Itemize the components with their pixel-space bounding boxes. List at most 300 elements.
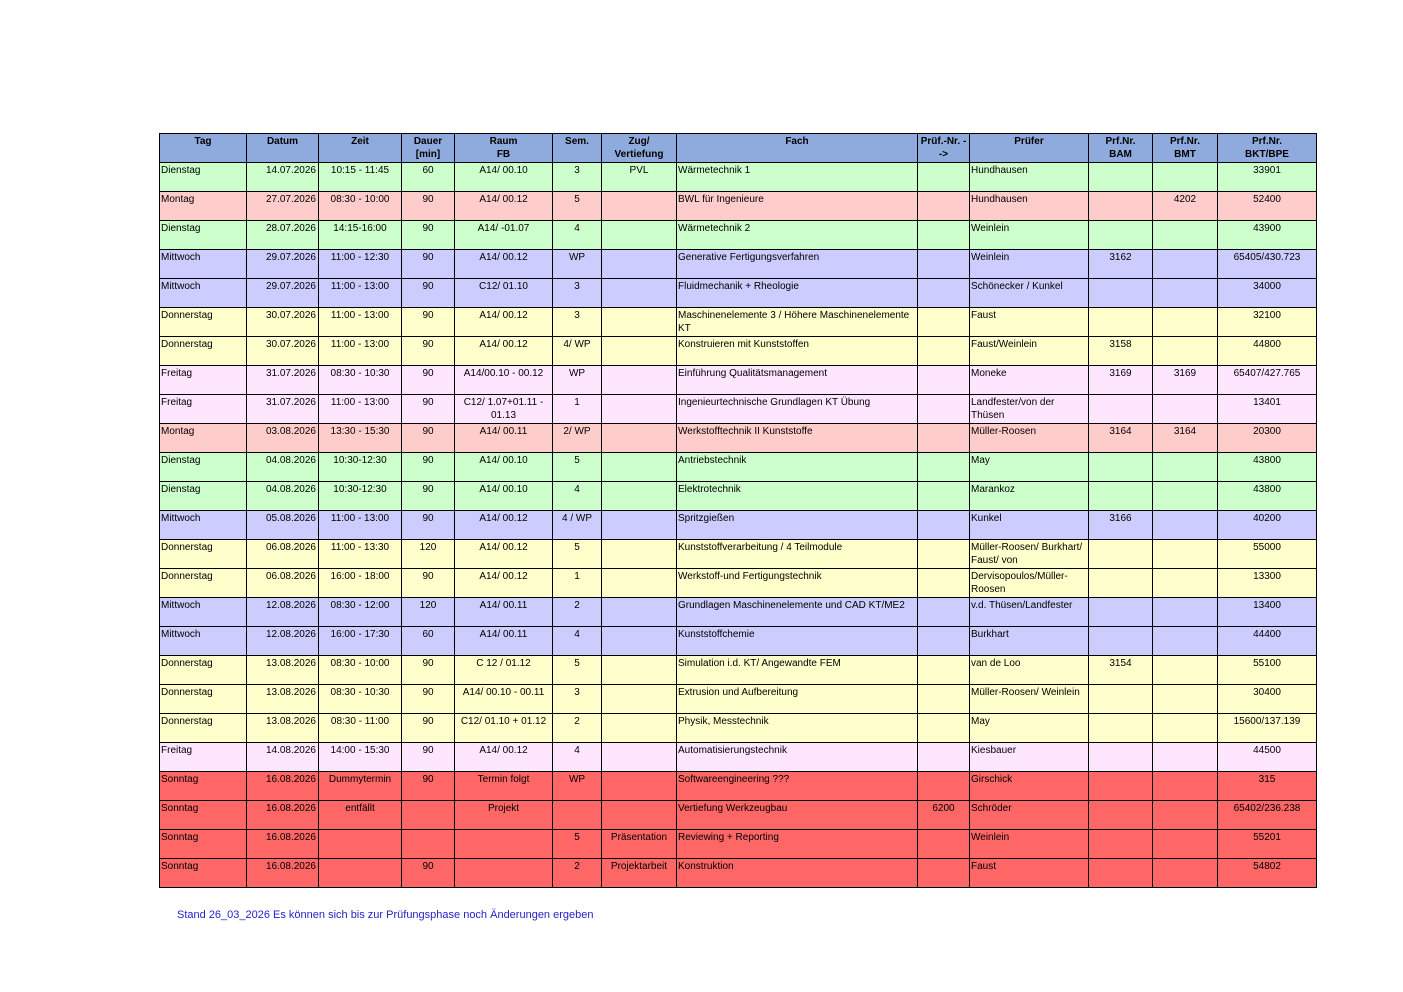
cell-bkt: 44400 [1218,627,1317,656]
cell-pnr [918,743,970,772]
cell-tag: Sonntag [160,772,247,801]
table-row [160,366,1317,395]
cell-bam [1089,685,1153,714]
cell-fach: Reviewing + Reporting [677,830,918,859]
cell-fach: Einführung Qualitätsmanagement [677,366,918,395]
cell-datum: 03.08.2026 [247,424,319,453]
cell-zeit: Dummytermin [319,772,402,801]
cell-bkt: 13300 [1218,569,1317,598]
cell-pnr: 6200 [918,801,970,830]
cell-dauer: 90 [402,656,455,685]
cell-dauer: 90 [402,743,455,772]
cell-datum: 16.08.2026 [247,859,319,888]
cell-raum [455,830,553,859]
cell-zug [602,337,677,366]
cell-zug [602,453,677,482]
cell-bmt [1153,830,1218,859]
cell-bam [1089,830,1153,859]
cell-pnr [918,279,970,308]
cell-datum: 16.08.2026 [247,801,319,830]
cell-zug: Präsentation [602,830,677,859]
cell-sem [553,801,602,830]
cell-pruefer: van de Loo [970,656,1089,685]
cell-sem: 4 [553,627,602,656]
cell-bkt: 20300 [1218,424,1317,453]
cell-bam [1089,482,1153,511]
cell-pruefer: May [970,714,1089,743]
cell-fach: Antriebstechnik [677,453,918,482]
cell-sem: 5 [553,192,602,221]
cell-pruefer: Kunkel [970,511,1089,540]
cell-pnr [918,511,970,540]
cell-pnr [918,192,970,221]
cell-bkt: 65405/430.723 [1218,250,1317,279]
col-fach-header: Fach [677,134,918,163]
cell-raum: A14/ 00.12 [455,743,553,772]
cell-pnr [918,163,970,192]
cell-bam: 3164 [1089,424,1153,453]
cell-raum: C 12 / 01.12 [455,656,553,685]
cell-sem: 3 [553,685,602,714]
cell-zeit: 11:00 - 12:30 [319,250,402,279]
cell-zeit [319,830,402,859]
cell-bkt: 55201 [1218,830,1317,859]
cell-bmt [1153,337,1218,366]
cell-pruefer: Weinlein [970,221,1089,250]
cell-sem: 4 [553,221,602,250]
cell-zug [602,772,677,801]
cell-zug [602,279,677,308]
cell-dauer: 90 [402,453,455,482]
cell-bam: 3166 [1089,511,1153,540]
cell-raum: A14/00.10 - 00.12 [455,366,553,395]
cell-tag: Donnerstag [160,337,247,366]
cell-tag: Mittwoch [160,511,247,540]
cell-datum: 13.08.2026 [247,714,319,743]
cell-zug [602,395,677,424]
cell-bam [1089,453,1153,482]
cell-fach: BWL für Ingenieure [677,192,918,221]
cell-zeit: 11:00 - 13:00 [319,308,402,337]
cell-sem: 2/ WP [553,424,602,453]
cell-bmt [1153,743,1218,772]
cell-fach: Automatisierungstechnik [677,743,918,772]
cell-zeit: 11:00 - 13:00 [319,395,402,424]
cell-zeit: 08:30 - 10:00 [319,192,402,221]
table-row [160,801,1317,830]
cell-fach: Kunststoffchemie [677,627,918,656]
cell-zug [602,192,677,221]
cell-bkt: 34000 [1218,279,1317,308]
col-datum-header: Datum [247,134,319,163]
cell-bam [1089,163,1153,192]
cell-zug [602,656,677,685]
cell-pruefer: Weinlein [970,250,1089,279]
cell-dauer: 90 [402,192,455,221]
cell-tag: Freitag [160,366,247,395]
cell-bkt: 55000 [1218,540,1317,569]
cell-zeit: 08:30 - 10:30 [319,366,402,395]
cell-tag: Montag [160,192,247,221]
cell-zeit: 08:30 - 11:00 [319,714,402,743]
cell-bam [1089,540,1153,569]
cell-sem: 3 [553,279,602,308]
status-note: Stand 26_03_2026 Es können sich bis zur Prüfungsphase noch Änderungen ergeben [177,909,594,921]
cell-fach: Simulation i.d. KT/ Angewandte FEM [677,656,918,685]
table-row [160,192,1317,221]
cell-sem: 2 [553,859,602,888]
cell-tag: Mittwoch [160,279,247,308]
cell-bkt: 43900 [1218,221,1317,250]
cell-pruefer: Weinlein [970,830,1089,859]
table-row [160,250,1317,279]
cell-sem: 5 [553,540,602,569]
cell-tag: Donnerstag [160,656,247,685]
cell-pruefer: Moneke [970,366,1089,395]
cell-bkt: 65407/427.765 [1218,366,1317,395]
cell-bam [1089,279,1153,308]
table-row [160,830,1317,859]
col-sem-header: Sem. [553,134,602,163]
cell-zug [602,569,677,598]
cell-pruefer: Faust [970,308,1089,337]
cell-sem: WP [553,772,602,801]
cell-fach: Spritzgießen [677,511,918,540]
cell-datum: 30.07.2026 [247,337,319,366]
cell-bam [1089,598,1153,627]
cell-zeit: 13:30 - 15:30 [319,424,402,453]
table-body [160,163,1317,888]
cell-dauer: 120 [402,598,455,627]
cell-raum: A14/ 00.11 [455,627,553,656]
cell-zeit: 11:00 - 13:30 [319,540,402,569]
cell-tag: Mittwoch [160,627,247,656]
cell-dauer: 120 [402,540,455,569]
cell-bam [1089,714,1153,743]
cell-raum: A14/ 00.12 [455,250,553,279]
cell-bam: 3158 [1089,337,1153,366]
cell-zug [602,598,677,627]
col-dauer-header: Dauer [min] [402,134,455,163]
cell-dauer: 90 [402,772,455,801]
cell-fach: Elektrotechnik [677,482,918,511]
table-row [160,221,1317,250]
cell-zeit: 10:30-12:30 [319,482,402,511]
table-row [160,453,1317,482]
cell-bmt [1153,511,1218,540]
cell-pruefer: Müller-Roosen [970,424,1089,453]
cell-bmt [1153,627,1218,656]
cell-datum: 06.08.2026 [247,540,319,569]
cell-zug [602,685,677,714]
cell-zug [602,221,677,250]
cell-zeit: 10:15 - 11:45 [319,163,402,192]
cell-dauer [402,830,455,859]
cell-fach: Softwareengineering ??? [677,772,918,801]
cell-tag: Dienstag [160,453,247,482]
cell-dauer: 90 [402,366,455,395]
cell-pnr [918,859,970,888]
table-row [160,714,1317,743]
cell-bkt: 315 [1218,772,1317,801]
cell-zug: Projektarbeit [602,859,677,888]
cell-pruefer: Faust [970,859,1089,888]
cell-bmt [1153,540,1218,569]
cell-bmt [1153,685,1218,714]
cell-zug [602,308,677,337]
cell-zug [602,743,677,772]
col-pruefer-header: Prüfer [970,134,1089,163]
cell-pruefer: Girschick [970,772,1089,801]
cell-bkt: 65402/236.238 [1218,801,1317,830]
cell-fach: Vertiefung Werkzeugbau [677,801,918,830]
col-raum-header: Raum FB [455,134,553,163]
cell-pnr [918,221,970,250]
cell-datum: 28.07.2026 [247,221,319,250]
cell-pnr [918,482,970,511]
table-row [160,743,1317,772]
cell-tag: Montag [160,424,247,453]
cell-bam [1089,395,1153,424]
cell-datum: 27.07.2026 [247,192,319,221]
cell-tag: Donnerstag [160,569,247,598]
cell-raum: C12/ 01.10 + 01.12 [455,714,553,743]
cell-bmt [1153,279,1218,308]
cell-zeit: 10:30-12:30 [319,453,402,482]
col-zeit-header: Zeit [319,134,402,163]
cell-bmt [1153,656,1218,685]
cell-zug: PVL [602,163,677,192]
cell-fach: Ingenieurtechnische Grundlagen KT Übung [677,395,918,424]
cell-bmt [1153,598,1218,627]
cell-tag: Donnerstag [160,714,247,743]
cell-bam [1089,221,1153,250]
cell-dauer: 90 [402,395,455,424]
cell-pnr [918,453,970,482]
table-row [160,308,1317,337]
cell-dauer: 60 [402,627,455,656]
cell-bam [1089,859,1153,888]
cell-fach: Physik, Messtechnik [677,714,918,743]
cell-datum: 14.08.2026 [247,743,319,772]
cell-dauer [402,801,455,830]
cell-pnr [918,569,970,598]
cell-pnr [918,250,970,279]
cell-raum [455,859,553,888]
cell-datum: 04.08.2026 [247,453,319,482]
cell-pruefer: Müller-Roosen/ Burkhart/ Faust/ von [970,540,1089,569]
cell-bam [1089,772,1153,801]
cell-tag: Dienstag [160,221,247,250]
cell-bam [1089,569,1153,598]
cell-dauer: 90 [402,279,455,308]
cell-zeit: entfällt [319,801,402,830]
cell-bmt [1153,714,1218,743]
cell-zeit: 11:00 - 13:00 [319,337,402,366]
cell-datum: 06.08.2026 [247,569,319,598]
cell-bkt: 40200 [1218,511,1317,540]
cell-bkt: 44500 [1218,743,1317,772]
col-bam-header: Prf.Nr. BAM [1089,134,1153,163]
table-row [160,598,1317,627]
cell-sem: WP [553,366,602,395]
cell-bam [1089,627,1153,656]
cell-pruefer: Landfester/von der Thüsen [970,395,1089,424]
cell-fach: Werkstoff-und Fertigungstechnik [677,569,918,598]
cell-sem: 4 [553,743,602,772]
cell-tag: Sonntag [160,830,247,859]
cell-raum: A14/ 00.12 [455,511,553,540]
cell-fach: Extrusion und Aufbereitung [677,685,918,714]
cell-bam [1089,743,1153,772]
cell-bmt [1153,221,1218,250]
cell-zeit: 14:00 - 15:30 [319,743,402,772]
cell-raum: A14/ 00.10 - 00.11 [455,685,553,714]
cell-bmt [1153,395,1218,424]
cell-tag: Freitag [160,395,247,424]
cell-fach: Konstruktion [677,859,918,888]
cell-datum: 30.07.2026 [247,308,319,337]
table-row [160,424,1317,453]
cell-sem: WP [553,250,602,279]
cell-fach: Wärmetechnik 2 [677,221,918,250]
cell-pnr [918,656,970,685]
cell-datum: 12.08.2026 [247,598,319,627]
header-row [160,134,1317,163]
cell-zeit: 16:00 - 18:00 [319,569,402,598]
cell-tag: Mittwoch [160,598,247,627]
cell-zug [602,424,677,453]
cell-pnr [918,540,970,569]
cell-dauer: 90 [402,569,455,598]
cell-bmt [1153,801,1218,830]
cell-raum: A14/ 00.12 [455,337,553,366]
cell-bmt [1153,453,1218,482]
cell-dauer: 90 [402,859,455,888]
cell-bmt [1153,569,1218,598]
cell-tag: Mittwoch [160,250,247,279]
cell-bkt: 54802 [1218,859,1317,888]
cell-raum: A14/ 00.11 [455,598,553,627]
cell-datum: 04.08.2026 [247,482,319,511]
col-bkt-header: Prf.Nr. BKT/BPE [1218,134,1317,163]
cell-dauer: 90 [402,685,455,714]
cell-zeit: 14:15-16:00 [319,221,402,250]
cell-pruefer: Faust/Weinlein [970,337,1089,366]
cell-zeit: 08:30 - 10:30 [319,685,402,714]
cell-datum: 29.07.2026 [247,279,319,308]
cell-pruefer: Kiesbauer [970,743,1089,772]
cell-zeit: 11:00 - 13:00 [319,511,402,540]
cell-sem: 3 [553,163,602,192]
cell-pnr [918,685,970,714]
cell-bam: 3162 [1089,250,1153,279]
cell-raum: C12/ 1.07+01.11 - 01.13 [455,395,553,424]
table-header [160,134,1317,163]
cell-bkt: 13401 [1218,395,1317,424]
cell-dauer: 90 [402,337,455,366]
cell-bmt: 4202 [1153,192,1218,221]
cell-bmt [1153,859,1218,888]
cell-dauer: 90 [402,221,455,250]
cell-datum: 14.07.2026 [247,163,319,192]
table-row [160,337,1317,366]
exam-schedule-table [159,133,1317,888]
cell-dauer: 90 [402,714,455,743]
cell-pnr [918,772,970,801]
cell-datum: 16.08.2026 [247,830,319,859]
cell-raum: A14/ -01.07 [455,221,553,250]
cell-raum: A14/ 00.12 [455,192,553,221]
cell-zeit: 08:30 - 12:00 [319,598,402,627]
cell-raum: A14/ 00.12 [455,540,553,569]
cell-bkt: 43800 [1218,482,1317,511]
cell-sem: 5 [553,830,602,859]
table-row [160,627,1317,656]
cell-datum: 13.08.2026 [247,685,319,714]
cell-zug [602,627,677,656]
cell-sem: 5 [553,453,602,482]
cell-zeit: 08:30 - 10:00 [319,656,402,685]
col-bmt-header: Prf.Nr. BMT [1153,134,1218,163]
cell-bmt [1153,772,1218,801]
cell-pruefer: Müller-Roosen/ Weinlein [970,685,1089,714]
cell-datum: 29.07.2026 [247,250,319,279]
cell-tag: Dienstag [160,163,247,192]
cell-zeit: 16:00 - 17:30 [319,627,402,656]
cell-raum: C12/ 01.10 [455,279,553,308]
cell-raum: A14/ 00.12 [455,569,553,598]
cell-pruefer: Dervisopoulos/Müller-Roosen [970,569,1089,598]
cell-dauer: 90 [402,424,455,453]
cell-sem: 1 [553,395,602,424]
cell-dauer: 90 [402,482,455,511]
cell-bmt: 3169 [1153,366,1218,395]
cell-tag: Sonntag [160,859,247,888]
cell-bmt [1153,163,1218,192]
table-row [160,685,1317,714]
table-row [160,395,1317,424]
col-zug-header: Zug/ Vertiefung [602,134,677,163]
cell-dauer: 90 [402,511,455,540]
cell-bkt: 55100 [1218,656,1317,685]
col-tag-header: Tag [160,134,247,163]
cell-datum: 05.08.2026 [247,511,319,540]
cell-bam [1089,801,1153,830]
cell-bkt: 52400 [1218,192,1317,221]
cell-dauer: 90 [402,308,455,337]
cell-zug [602,801,677,830]
cell-fach: Grundlagen Maschinenelemente und CAD KT/ME2 [677,598,918,627]
cell-datum: 16.08.2026 [247,772,319,801]
cell-bkt: 32100 [1218,308,1317,337]
cell-pnr [918,830,970,859]
cell-fach: Konstruieren mit Kunststoffen [677,337,918,366]
cell-sem: 3 [553,308,602,337]
cell-zeit: 11:00 - 13:00 [319,279,402,308]
table-row [160,482,1317,511]
cell-zug [602,540,677,569]
cell-datum: 31.07.2026 [247,395,319,424]
cell-sem: 2 [553,598,602,627]
cell-pnr [918,627,970,656]
cell-pnr [918,395,970,424]
cell-pnr [918,714,970,743]
cell-datum: 13.08.2026 [247,656,319,685]
cell-dauer: 60 [402,163,455,192]
table-row [160,511,1317,540]
cell-tag: Sonntag [160,801,247,830]
